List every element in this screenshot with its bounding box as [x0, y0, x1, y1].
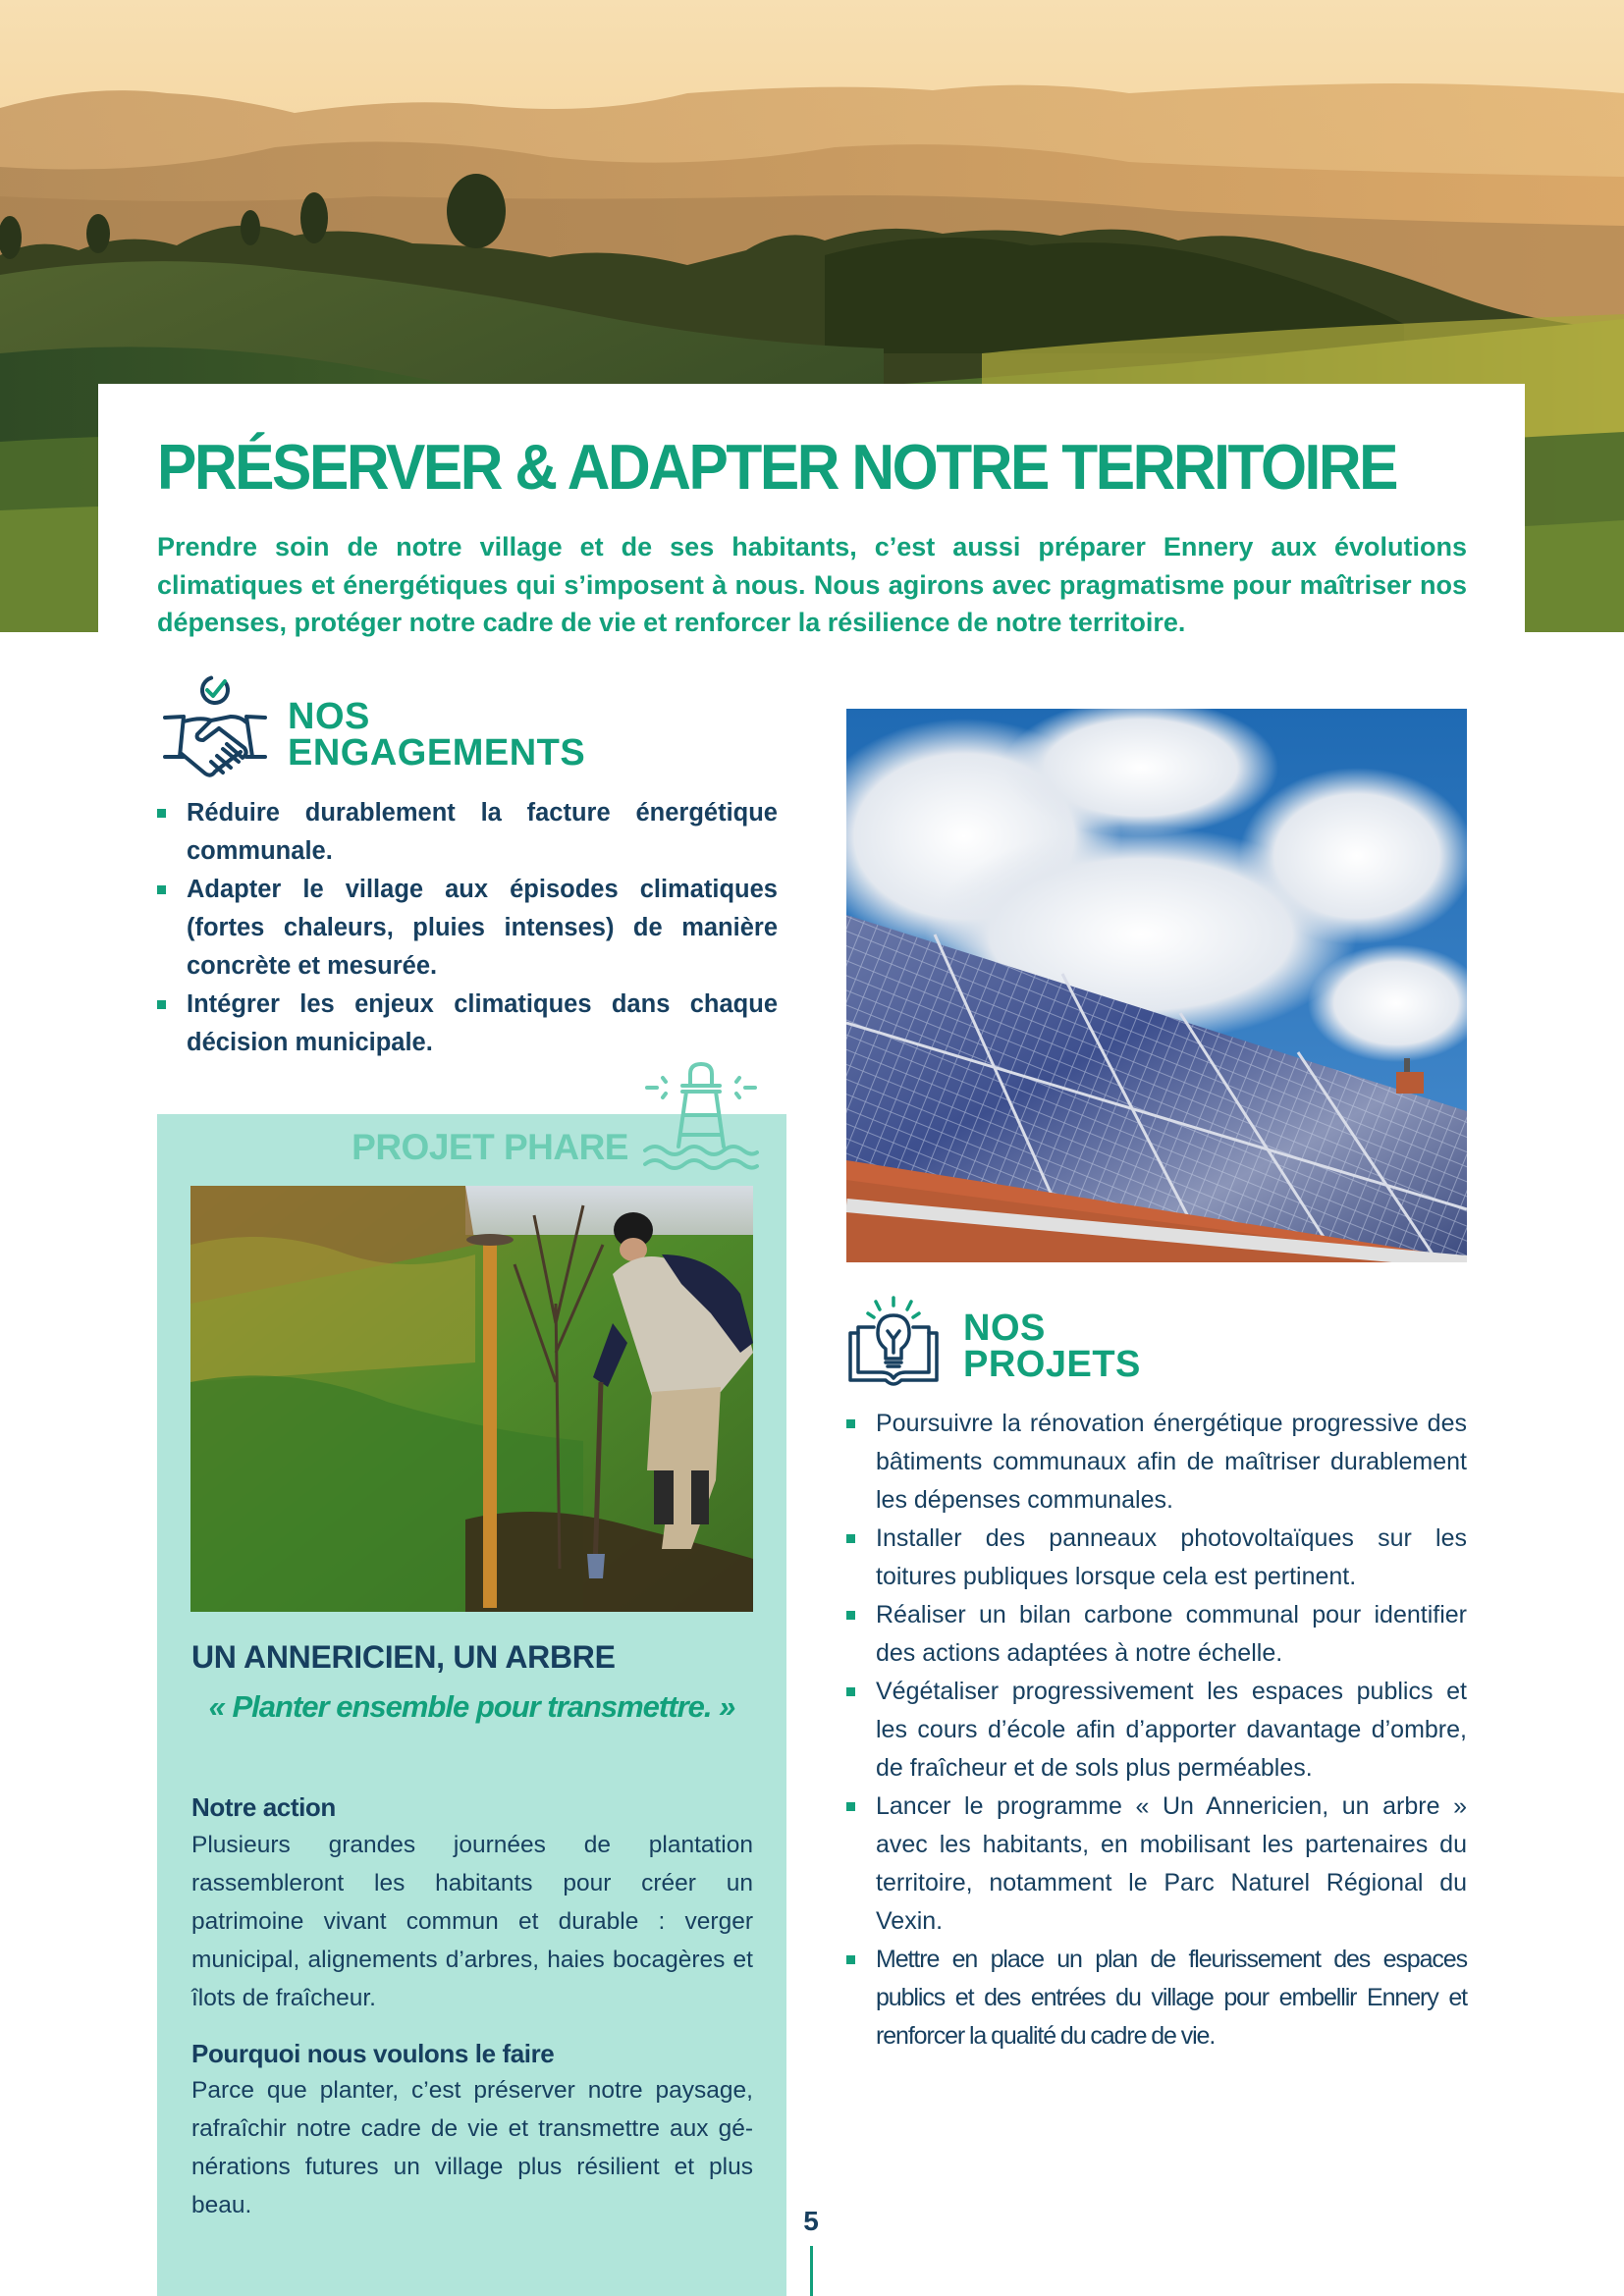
action-paragraph: Plusieurs grandes journées de plantation rassembleront les habitants pour créer un patrimoine vivant commun et durable : verger municipal, alignements d’arbres, haies bocagères et îlots de fraîcheur. — [191, 1832, 753, 2011]
projet-phare-label: PROJET PHARE — [352, 1127, 628, 1167]
list-item-text: Poursuivre la rénovation énergétique progressive des bâtiments communaux afin de maîtriser durablement les dépenses communales. — [876, 1410, 1467, 1514]
list-item — [846, 1405, 1467, 1520]
tree-planting-photo — [190, 1186, 753, 1612]
solar-panels-photo — [846, 709, 1467, 1262]
list-item — [157, 794, 778, 871]
bullet-square-icon — [846, 1419, 855, 1428]
why-paragraph: Parce que planter, c’est préserver notre paysage, rafraîchir notre cadre de vie et transmettre aux gé-nérations futures un village plus résilient et plus beau. — [191, 2077, 753, 2218]
list-item — [846, 1520, 1467, 1596]
bullet-square-icon — [846, 1802, 855, 1811]
list-item — [846, 1788, 1467, 1941]
page-number-rule — [810, 2246, 813, 2296]
lightbulb-book-icon — [846, 1294, 941, 1388]
bullet-square-icon — [846, 1687, 855, 1696]
projet-phare-quote: « Planter ensemble pour transmettre. » — [208, 1689, 735, 1724]
engagements-list — [157, 794, 778, 1062]
action-heading: Notre action — [191, 1792, 336, 1822]
intro-paragraph: Prendre soin de notre village et de ses habitants, c’est aussi préparer Ennery aux évolutions climatiques et énergétiques qui s’imposent à nous. Nous agirons avec pragmatisme pour maîtriser nos dépenses, protéger notre cadre de vie et renforcer la résilience de notre territoire. — [157, 532, 1467, 637]
bullet-square-icon — [846, 1611, 855, 1620]
list-item-text: Réaliser un bilan carbone communal pour identifier des actions adaptées à notre échelle. — [876, 1601, 1467, 1667]
projets-heading-line2: PROJETS — [963, 1344, 1141, 1385]
list-item — [846, 1673, 1467, 1788]
bullet-square-icon — [157, 1000, 166, 1009]
list-item-text: Installer des panneaux photovoltaïques sur les toitures publiques lorsque cela est pertinent. — [876, 1524, 1467, 1590]
list-item-text: Intégrer les enjeux climatiques dans chaque décision municipale. — [187, 990, 778, 1056]
engagements-heading-line1: NOS — [288, 696, 370, 737]
list-item-text: Adapter le village aux épisodes climatiques (fortes chaleurs, pluies intenses) de manière concrète et mesurée. — [187, 876, 778, 980]
page-title: PRÉSERVER & ADAPTER NOTRE TERRITOIRE — [157, 431, 1397, 503]
projets-list — [846, 1405, 1467, 2056]
bullet-square-icon — [846, 1955, 855, 1964]
projets-heading-line1: NOS — [963, 1308, 1046, 1349]
page-number: 5 — [803, 2206, 819, 2236]
list-item-text: Végétaliser progressivement les espaces publics et les cours d’école afin d’apporter davantage d’ombre, de fraîcheur et de sols plus perméables. — [876, 1678, 1467, 1782]
list-item — [846, 1941, 1467, 2056]
why-heading: Pourquoi nous voulons le faire — [191, 2039, 555, 2068]
bullet-square-icon — [157, 809, 166, 818]
list-item — [157, 871, 778, 986]
list-item-text: Réduire durablement la facture énergétique communale. — [187, 799, 778, 865]
bullet-square-icon — [846, 1534, 855, 1543]
list-item — [846, 1596, 1467, 1673]
list-item-text: Lancer le programme « Un Annericien, un arbre » avec les habitants, en mobilisant les partenaires du territoire, notamment le Parc Naturel Régional du Vexin. — [876, 1792, 1467, 1935]
bullet-square-icon — [157, 885, 166, 894]
list-item — [157, 986, 778, 1062]
list-item-text: Mettre en place un plan de fleurissement des espaces publics et des entrées du village pour embellir Ennery et renforcer la qualité du cadre de vie. — [876, 1946, 1467, 2050]
lighthouse-icon — [643, 1058, 759, 1171]
engagements-heading-line2: ENGAGEMENTS — [288, 732, 586, 774]
handshake-check-icon — [162, 673, 268, 777]
projet-phare-title: UN ANNERICIEN, UN ARBRE — [191, 1639, 616, 1675]
